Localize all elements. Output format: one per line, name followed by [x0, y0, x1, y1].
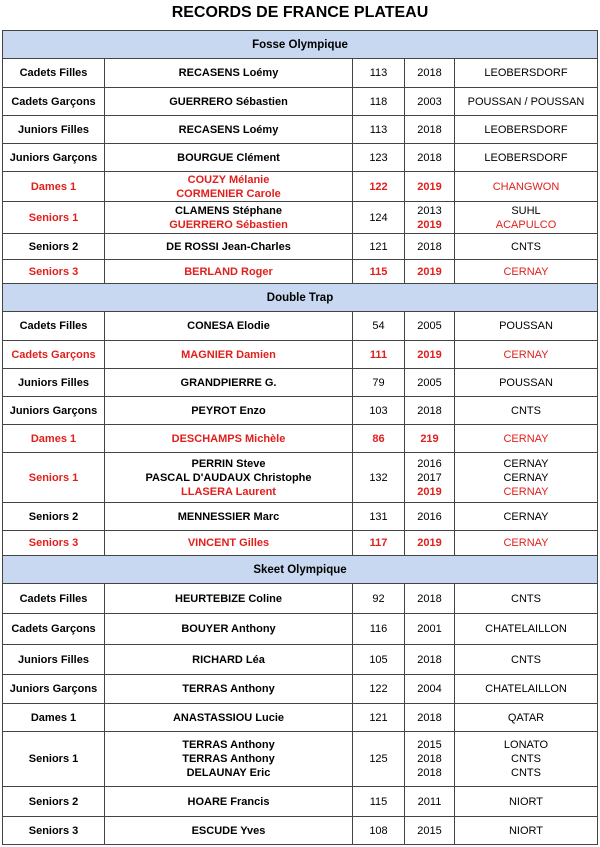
category-cell: Seniors 3 [3, 817, 105, 844]
score-cell: 111 [353, 341, 405, 368]
section-header: Double Trap [3, 284, 597, 312]
year-cell [405, 425, 455, 452]
name-cell [105, 425, 353, 452]
year-value: 2018 [417, 753, 442, 765]
year-cell [405, 397, 455, 424]
category-cell: Seniors 1 [3, 732, 105, 786]
category-cell: Juniors Garçons [3, 144, 105, 171]
table-row [3, 116, 597, 144]
table-row [3, 172, 597, 202]
table-row [3, 59, 597, 88]
shooter-name: CONESA Elodie [187, 320, 270, 332]
shooter-name: TERRAS Anthony [182, 683, 275, 695]
year-value: 2016 [417, 457, 442, 470]
score-cell: 92 [353, 584, 405, 613]
shooter-name: BOURGUE Clément [177, 151, 280, 164]
score-cell: 54 [353, 312, 405, 340]
year-value: 2019 [417, 485, 442, 498]
shooter-name: CLAMENS Stéphane [175, 204, 282, 217]
place-value: CERNAY [503, 265, 549, 278]
records-table [2, 30, 598, 845]
name-cell [105, 503, 353, 530]
name-cell [105, 202, 353, 233]
name-cell [105, 732, 353, 786]
place-cell [455, 260, 597, 283]
score-cell: 116 [353, 614, 405, 644]
shooter-name: RICHARD Léa [192, 653, 265, 666]
year-cell [405, 817, 455, 844]
name-cell [105, 88, 353, 115]
year-value: 2018 [417, 151, 442, 164]
score-cell: 123 [353, 144, 405, 171]
year-cell [405, 172, 455, 201]
place-value: QATAR [507, 711, 545, 724]
year-cell [405, 312, 455, 340]
year-value: 219 [420, 432, 439, 445]
place-value: CNTS [511, 653, 541, 666]
year-value: 2015 [417, 824, 442, 837]
table-row [3, 645, 597, 675]
table-row [3, 787, 597, 817]
year-cell [405, 88, 455, 115]
score-cell: 131 [353, 503, 405, 530]
place-value: CERNAY [503, 537, 549, 549]
category-cell: Seniors 2 [3, 503, 105, 530]
score-cell: 113 [353, 59, 405, 87]
year-cell [405, 453, 455, 502]
score-cell: 121 [353, 704, 405, 731]
shooter-name: GUERRERO Sébastien [169, 95, 288, 108]
year-cell [405, 341, 455, 368]
shooter-name: HOARE Francis [187, 795, 270, 808]
shooter-name: BOUYER Anthony [181, 623, 276, 635]
shooter-name: PEYROT Enzo [191, 404, 266, 417]
shooter-name: MAGNIER Damien [181, 348, 276, 361]
place-value: POUSSAN [499, 376, 553, 389]
score-cell: 132 [353, 453, 405, 502]
place-value: CERNAY [503, 485, 549, 498]
place-cell [455, 116, 597, 143]
score-cell: 125 [353, 732, 405, 786]
place-cell [455, 503, 597, 530]
table-row [3, 503, 597, 531]
year-value: 2018 [417, 711, 442, 724]
category-cell: Juniors Garçons [3, 397, 105, 424]
shooter-name: RECASENS Loémy [178, 67, 279, 79]
shooter-name: PERRIN Steve [191, 457, 266, 470]
score-cell: 115 [353, 260, 405, 283]
name-cell [105, 116, 353, 143]
score-cell: 86 [353, 425, 405, 452]
table-row [3, 234, 597, 260]
place-cell [455, 88, 597, 115]
table-row [3, 425, 597, 453]
place-value: CERNAY [503, 510, 549, 523]
category-cell: Cadets Filles [3, 59, 105, 87]
place-cell [455, 397, 597, 424]
section-header: Fosse Olympique [3, 31, 597, 59]
year-value: 2019 [417, 265, 442, 278]
category-cell: Dames 1 [3, 425, 105, 452]
place-cell [455, 531, 597, 555]
year-value: 2019 [417, 537, 442, 549]
place-value: POUSSAN / POUSSAN [467, 95, 585, 108]
table-row [3, 732, 597, 787]
table-row [3, 312, 597, 341]
category-cell: Cadets Garçons [3, 341, 105, 368]
year-value: 2005 [417, 376, 442, 389]
category-cell: Seniors 2 [3, 787, 105, 816]
place-cell [455, 172, 597, 201]
year-value: 2019 [417, 348, 442, 361]
year-value: 2013 [417, 204, 442, 217]
table-row [3, 584, 597, 614]
table-row [3, 675, 597, 704]
name-cell [105, 787, 353, 816]
year-value: 2018 [417, 767, 442, 779]
shooter-name: CORMENIER Carole [176, 187, 281, 200]
year-cell [405, 732, 455, 786]
year-cell [405, 531, 455, 555]
score-cell: 115 [353, 787, 405, 816]
category-cell: Dames 1 [3, 172, 105, 201]
name-cell [105, 675, 353, 703]
place-cell [455, 369, 597, 396]
year-value: 2005 [417, 320, 442, 332]
year-value: 2019 [417, 180, 442, 193]
place-cell [455, 645, 597, 674]
shooter-name: LLASERA Laurent [181, 485, 276, 498]
score-cell: 108 [353, 817, 405, 844]
year-value: 2001 [417, 623, 442, 635]
place-cell [455, 787, 597, 816]
place-value: LONATO [503, 739, 549, 751]
table-row [3, 144, 597, 172]
shooter-name: MENNESSIER Marc [177, 510, 280, 523]
score-cell: 103 [353, 397, 405, 424]
year-cell [405, 369, 455, 396]
table-row [3, 453, 597, 503]
year-value: 2018 [417, 123, 442, 136]
year-value: 2015 [417, 739, 442, 751]
table-row [3, 614, 597, 645]
score-cell: 124 [353, 202, 405, 233]
place-value: CERNAY [503, 432, 549, 445]
shooter-name: GRANDPIERRE G. [180, 376, 277, 389]
year-value: 2018 [417, 67, 442, 79]
year-value: 2004 [417, 683, 442, 695]
year-value: 2003 [417, 95, 442, 108]
name-cell [105, 59, 353, 87]
place-value: CNTS [511, 753, 541, 765]
year-cell [405, 144, 455, 171]
table-row [3, 369, 597, 397]
category-cell: Seniors 2 [3, 234, 105, 259]
shooter-name: HEURTEBIZE Coline [175, 592, 282, 605]
category-cell: Juniors Filles [3, 645, 105, 674]
place-cell [455, 614, 597, 644]
place-value: LEOBERSDORF [484, 67, 568, 79]
place-value: CNTS [511, 592, 541, 605]
score-cell: 118 [353, 88, 405, 115]
name-cell [105, 817, 353, 844]
place-value: SUHL [511, 204, 541, 217]
category-cell: Juniors Filles [3, 116, 105, 143]
place-value: CERNAY [503, 471, 549, 484]
category-cell: Juniors Filles [3, 369, 105, 396]
place-value: CHATELAILLON [485, 623, 567, 635]
name-cell [105, 614, 353, 644]
year-cell [405, 675, 455, 703]
place-value: NIORT [508, 795, 544, 808]
category-cell: Cadets Garçons [3, 88, 105, 115]
place-cell [455, 312, 597, 340]
place-value: CNTS [511, 767, 541, 779]
year-cell [405, 59, 455, 87]
year-cell [405, 202, 455, 233]
name-cell [105, 645, 353, 674]
year-cell [405, 787, 455, 816]
year-value: 2017 [417, 471, 442, 484]
name-cell [105, 584, 353, 613]
shooter-name: TERRAS Anthony [182, 753, 275, 765]
category-cell: Seniors 3 [3, 260, 105, 283]
name-cell [105, 144, 353, 171]
shooter-name: DELAUNAY Eric [186, 767, 271, 779]
year-value: 2018 [417, 404, 442, 417]
table-row [3, 704, 597, 732]
name-cell [105, 312, 353, 340]
shooter-name: TERRAS Anthony [182, 739, 275, 751]
place-value: CHATELAILLON [485, 683, 567, 695]
shooter-name: BERLAND Roger [184, 265, 273, 278]
place-cell [455, 584, 597, 613]
name-cell [105, 260, 353, 283]
year-cell [405, 260, 455, 283]
year-value: 2018 [417, 592, 442, 605]
category-cell: Seniors 1 [3, 453, 105, 502]
year-cell [405, 503, 455, 530]
place-cell [455, 202, 597, 233]
place-value: NIORT [508, 824, 544, 837]
page-title: RECORDS DE FRANCE PLATEAU [171, 4, 429, 21]
name-cell [105, 234, 353, 259]
shooter-name: VINCENT Gilles [187, 537, 270, 549]
place-value: CERNAY [503, 457, 549, 470]
place-cell [455, 59, 597, 87]
table-row [3, 260, 597, 284]
place-value: CNTS [511, 240, 541, 253]
year-value: 2011 [417, 795, 442, 808]
year-value: 2016 [417, 510, 442, 523]
year-cell [405, 234, 455, 259]
place-cell [455, 732, 597, 786]
shooter-name: ESCUDE Yves [191, 824, 266, 837]
name-cell [105, 341, 353, 368]
table-row [3, 88, 597, 116]
shooter-name: ANASTASSIOU Lucie [172, 711, 285, 724]
category-cell: Seniors 3 [3, 531, 105, 555]
place-value: LEOBERSDORF [484, 151, 568, 164]
table-row [3, 397, 597, 425]
place-cell [455, 704, 597, 731]
shooter-name: DE ROSSI Jean-Charles [166, 240, 291, 253]
score-cell: 105 [353, 645, 405, 674]
score-cell: 121 [353, 234, 405, 259]
name-cell [105, 704, 353, 731]
name-cell [105, 531, 353, 555]
place-value: CERNAY [503, 348, 549, 361]
score-cell: 113 [353, 116, 405, 143]
shooter-name: GUERRERO Sébastien [169, 218, 288, 231]
year-cell [405, 584, 455, 613]
place-cell [455, 453, 597, 502]
category-cell: Cadets Filles [3, 312, 105, 340]
place-cell [455, 144, 597, 171]
year-cell [405, 614, 455, 644]
score-cell: 79 [353, 369, 405, 396]
score-cell: 122 [353, 172, 405, 201]
place-cell [455, 817, 597, 844]
category-cell: Cadets Filles [3, 584, 105, 613]
category-cell: Juniors Garçons [3, 675, 105, 703]
year-cell [405, 116, 455, 143]
place-value: CNTS [511, 404, 541, 417]
year-value: 2018 [417, 653, 442, 666]
shooter-name: COUZY Mélanie [187, 173, 270, 186]
place-cell [455, 425, 597, 452]
shooter-name: PASCAL D'AUDAUX Christophe [145, 471, 312, 484]
name-cell [105, 397, 353, 424]
score-cell: 122 [353, 675, 405, 703]
place-value: POUSSAN [499, 320, 553, 332]
shooter-name: DESCHAMPS Michèle [171, 432, 286, 445]
year-cell [405, 645, 455, 674]
place-cell [455, 675, 597, 703]
table-row [3, 817, 597, 845]
score-cell: 117 [353, 531, 405, 555]
place-value: CHANGWON [492, 180, 560, 193]
category-cell: Cadets Garçons [3, 614, 105, 644]
place-value: ACAPULCO [495, 218, 557, 231]
name-cell [105, 453, 353, 502]
category-cell: Seniors 1 [3, 202, 105, 233]
section-header: Skeet Olympique [3, 556, 597, 584]
category-cell: Dames 1 [3, 704, 105, 731]
year-value: 2018 [417, 240, 442, 253]
table-row [3, 202, 597, 234]
table-row [3, 531, 597, 556]
table-row [3, 341, 597, 369]
year-cell [405, 704, 455, 731]
name-cell [105, 172, 353, 201]
place-cell [455, 234, 597, 259]
place-value: LEOBERSDORF [484, 123, 568, 136]
shooter-name: RECASENS Loémy [178, 123, 279, 136]
name-cell [105, 369, 353, 396]
place-cell [455, 341, 597, 368]
year-value: 2019 [417, 218, 442, 231]
